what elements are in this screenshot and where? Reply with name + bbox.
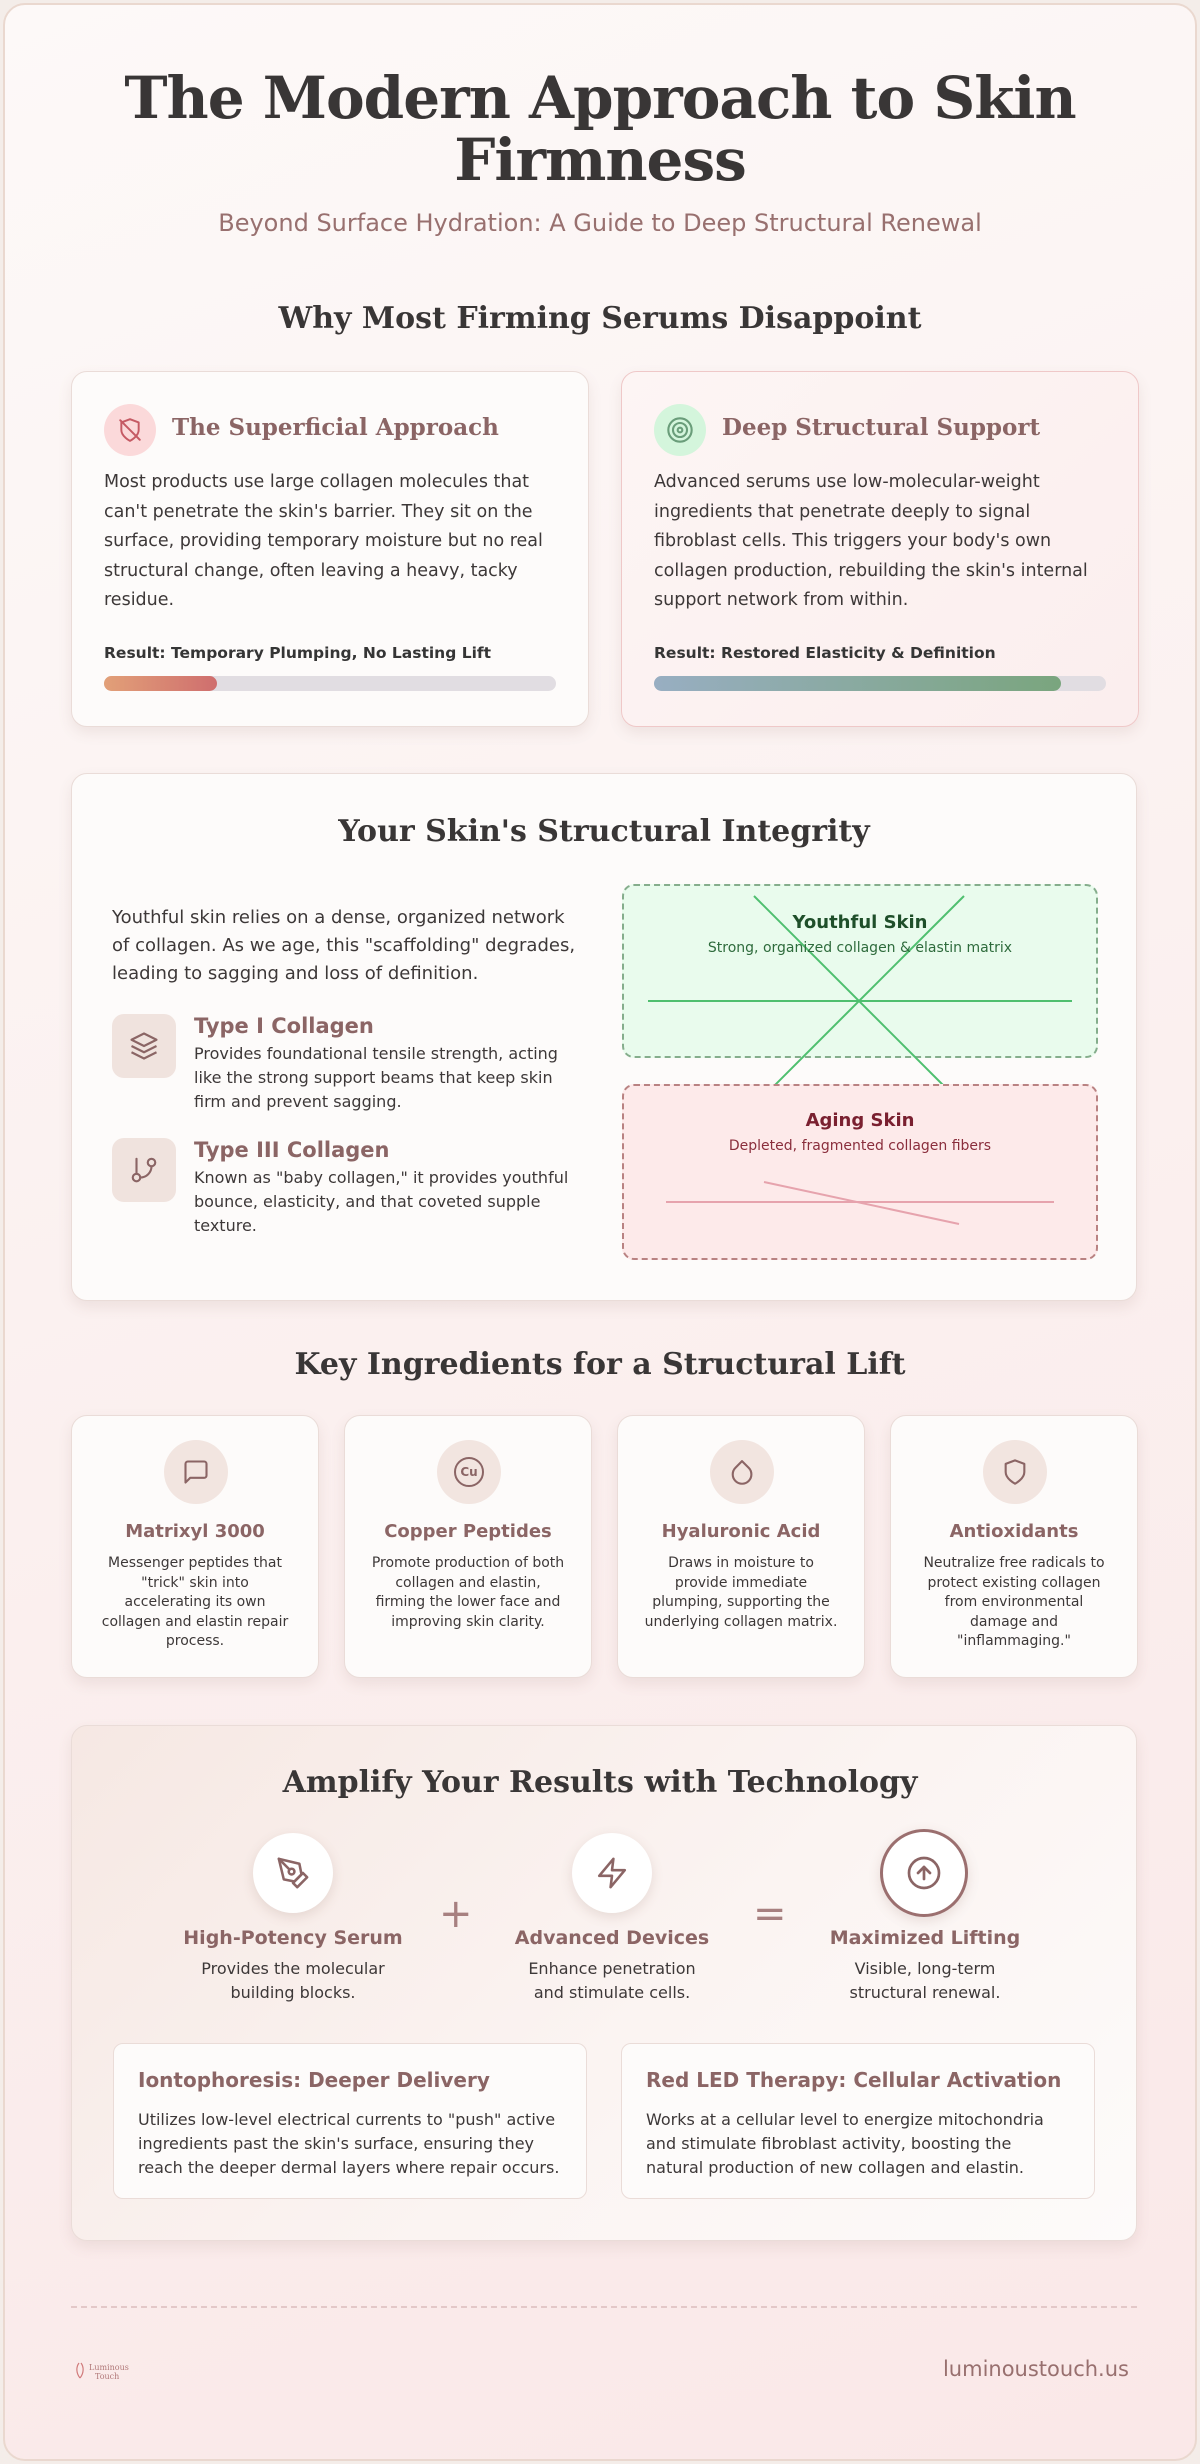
ingredient-card bbox=[617, 1415, 865, 1678]
deep-result: Result: Restored Elasticity & Definition bbox=[654, 644, 996, 662]
target-icon bbox=[654, 404, 706, 456]
aging-skin-panel bbox=[622, 1084, 1098, 1260]
ingredient-name: Antioxidants bbox=[949, 1521, 1079, 1542]
method-desc: Utilizes low-level electrical currents to "push" active ingredients past the skin's surface, ensuring they reach the deeper dermal layers where repair occurs. bbox=[138, 2110, 560, 2177]
ingredient-desc: Neutralize free radicals to protect existing collagen from environmental damage and "inflammaging." bbox=[923, 1555, 1105, 1649]
method-title: Iontophoresis: Deeper Delivery bbox=[138, 2068, 490, 2092]
deep-progress-track bbox=[654, 676, 1106, 691]
method-iontophoresis bbox=[113, 2043, 587, 2199]
superficial-result: Result: Temporary Plumping, No Lasting Lift bbox=[104, 644, 492, 662]
method-desc: Works at a cellular level to energize mitochondria and stimulate fibroblast activity, boosting the natural production of new collagen and elastin. bbox=[646, 2110, 1044, 2177]
shield-off-icon bbox=[104, 404, 156, 456]
method-red-led bbox=[621, 2043, 1095, 2199]
ingredient-desc: Messenger peptides that "trick" skin into accelerating its own collagen and elastin repair process. bbox=[101, 1555, 289, 1649]
branch-icon bbox=[112, 1138, 176, 1202]
superficial-progress-fill bbox=[104, 676, 217, 691]
svg-text:Luminous: Luminous bbox=[89, 2363, 129, 2372]
ingredient-desc: Promote production of both collagen and elastin, firming the lower face and improving skin clarity. bbox=[371, 1555, 565, 1630]
plus-operator: + bbox=[439, 1891, 473, 1937]
equals-operator: = bbox=[753, 1891, 787, 1937]
integrity-heading: Your Skin's Structural Integrity bbox=[338, 814, 870, 849]
layers-icon bbox=[112, 1014, 176, 1078]
type3-desc: Known as "baby collagen," it provides youthful bounce, elasticity, and that coveted supple texture. bbox=[194, 1168, 569, 1235]
footer-divider bbox=[71, 2306, 1137, 2308]
step-title: Advanced Devices bbox=[514, 1927, 710, 1949]
zap-icon bbox=[572, 1833, 652, 1913]
youthful-skin-caption: Strong, organized collagen & elastin matrix bbox=[707, 940, 1013, 956]
superficial-title: The Superficial Approach bbox=[172, 414, 499, 441]
pen-tool-icon bbox=[253, 1833, 333, 1913]
page bbox=[3, 3, 1197, 2461]
copper-icon-label: Cu bbox=[454, 1457, 484, 1487]
droplet-icon bbox=[710, 1440, 774, 1504]
shield-icon bbox=[983, 1440, 1047, 1504]
aging-skin-caption: Depleted, fragmented collagen fibers bbox=[728, 1138, 992, 1154]
deep-card bbox=[621, 371, 1139, 727]
type3-title: Type III Collagen bbox=[194, 1138, 390, 1162]
superficial-progress-track bbox=[104, 676, 556, 691]
youthful-skin-title: Youthful Skin bbox=[792, 912, 928, 933]
integrity-intro: Youthful skin relies on a dense, organized network of collagen. As we age, this "scaffolding" degrades, leading to sagging and loss of definition. bbox=[112, 907, 576, 984]
step-desc: Enhance penetration and stimulate cells. bbox=[528, 1959, 696, 2002]
copper-icon bbox=[437, 1440, 501, 1504]
step-title: High-Potency Serum bbox=[183, 1927, 403, 1949]
fragmented-fibers-graphic bbox=[624, 1086, 1096, 1258]
ingredients-heading: Key Ingredients for a Structural Lift bbox=[294, 1347, 906, 1382]
page-title: The Modern Approach to Skin Firmness bbox=[124, 64, 1076, 194]
ingredient-name: Matrixyl 3000 bbox=[125, 1521, 265, 1542]
technology-heading: Amplify Your Results with Technology bbox=[282, 1765, 918, 1800]
deep-progress-fill bbox=[654, 676, 1061, 691]
method-title: Red LED Therapy: Cellular Activation bbox=[646, 2068, 1062, 2092]
integrity-card bbox=[71, 773, 1137, 1301]
superficial-body: Most products use large collagen molecules that can't penetrate the skin's barrier. They sit on the surface, providing temporary moisture but no real structural change, often leaving a heavy, tacky residue. bbox=[104, 472, 543, 610]
brand-logo[interactable] bbox=[73, 2359, 143, 2383]
ingredient-card bbox=[344, 1415, 592, 1678]
step-desc: Visible, long-term structural renewal. bbox=[849, 1959, 1001, 2002]
ingredient-card bbox=[890, 1415, 1138, 1678]
footer-website-link[interactable]: luminoustouch.us bbox=[942, 2357, 1129, 2381]
ingredient-name: Copper Peptides bbox=[384, 1521, 552, 1542]
step-desc: Provides the molecular building blocks. bbox=[201, 1959, 385, 2002]
youthful-skin-panel bbox=[622, 884, 1098, 1058]
page-subtitle: Beyond Surface Hydration: A Guide to Deep Structural Renewal bbox=[218, 209, 982, 237]
arrow-up-circle-icon bbox=[880, 1829, 968, 1917]
ingredient-card bbox=[71, 1415, 319, 1678]
ingredient-name: Hyaluronic Acid bbox=[661, 1521, 821, 1542]
deep-title: Deep Structural Support bbox=[722, 414, 1041, 441]
comparison-heading: Why Most Firming Serums Disappoint bbox=[278, 301, 922, 336]
message-icon bbox=[164, 1440, 228, 1504]
superficial-card bbox=[71, 371, 589, 727]
svg-text:Touch: Touch bbox=[95, 2372, 120, 2381]
type1-title: Type I Collagen bbox=[194, 1014, 374, 1038]
step-title: Maximized Lifting bbox=[829, 1927, 1021, 1949]
deep-body: Advanced serums use low-molecular-weight ingredients that penetrate deeply to signal fibroblast cells. This triggers your body's own collagen production, rebuilding the skin's internal support network from within. bbox=[654, 472, 1088, 610]
ingredient-desc: Draws in moisture to provide immediate plumping, supporting the underlying collagen matrix. bbox=[644, 1555, 838, 1630]
aging-skin-title: Aging Skin bbox=[805, 1110, 915, 1131]
type1-desc: Provides foundational tensile strength, acting like the strong support beams that keep skin firm and prevent sagging. bbox=[194, 1044, 558, 1111]
